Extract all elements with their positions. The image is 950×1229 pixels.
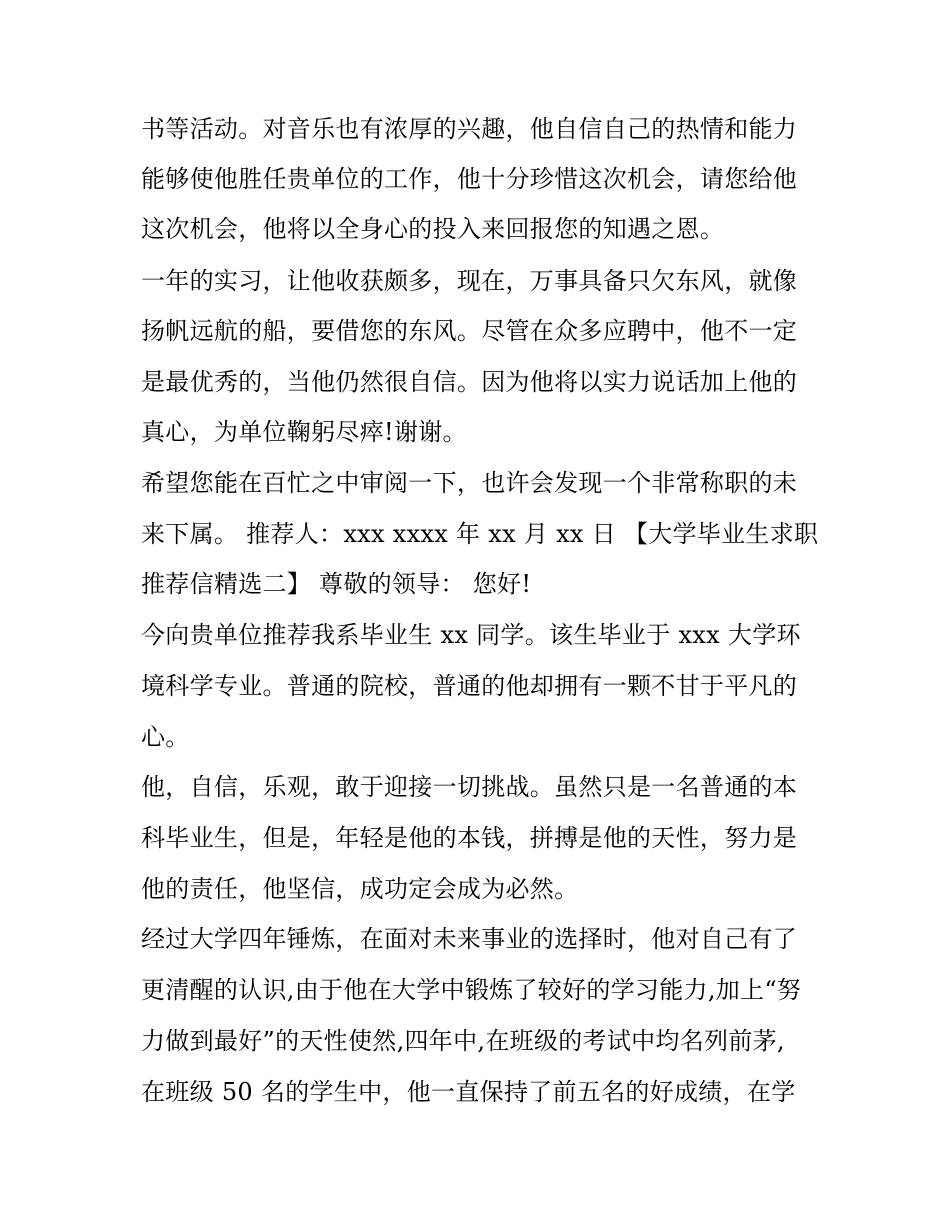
text-line: 书等活动。对音乐也有浓厚的兴趣，他自信自己的热情和能力 bbox=[141, 115, 798, 143]
text-line: 一年的实习，让他收获颇多，现在，万事具备只欠东风，就像 bbox=[141, 267, 798, 295]
text-line: 力做到最好”的天性使然,四年中,在班级的考试中均名列前茅, bbox=[141, 1027, 785, 1055]
text-line: 推荐信精选二】 尊敬的领导： 您好! bbox=[141, 570, 532, 598]
text-line: 来下属。 推荐人：xxx xxxx 年 xx 月 xx 日 【大学毕业生求职 bbox=[141, 520, 819, 548]
text-line: 能够使他胜任贵单位的工作，他十分珍惜这次机会，请您给他 bbox=[141, 165, 798, 193]
text-line: 希望您能在百忙之中审阅一下，也许会发现一个非常称职的未 bbox=[141, 469, 798, 497]
text-line: 真心，为单位鞠躬尽瘁!谢谢。 bbox=[141, 418, 467, 446]
text-line: 他，自信，乐观，敢于迎接一切挑战。虽然只是一名普通的本 bbox=[141, 773, 798, 801]
text-line: 更清醒的认识,由于他在大学中锻炼了较好的学习能力,加上“努 bbox=[141, 976, 802, 1004]
text-line: 是最优秀的，当他仍然很自信。因为他将以实力说话加上他的 bbox=[141, 368, 798, 396]
text-line: 境科学专业。普通的院校，普通的他却拥有一颗不甘于平凡的 bbox=[141, 672, 798, 700]
text-line: 今向贵单位推荐我系毕业生 xx 同学。该生毕业于 xxx 大学环 bbox=[141, 621, 801, 649]
text-line: 心。 bbox=[141, 723, 190, 751]
text-line: 扬帆远航的船，要借您的东风。尽管在众多应聘中，他不一定 bbox=[141, 317, 798, 345]
text-line: 他的责任，他坚信，成功定会成为必然。 bbox=[141, 875, 579, 903]
text-line: 科毕业生，但是，年轻是他的本钱，拼搏是他的天性，努力是 bbox=[141, 824, 798, 852]
text-line: 经过大学四年锤炼，在面对未来事业的选择时，他对自己有了 bbox=[141, 925, 798, 953]
text-line: 这次机会，他将以全身心的投入来回报您的知遇之恩。 bbox=[141, 215, 725, 243]
text-line: 在班级 50 名的学生中，他一直保持了前五名的好成绩，在学 bbox=[141, 1078, 796, 1106]
